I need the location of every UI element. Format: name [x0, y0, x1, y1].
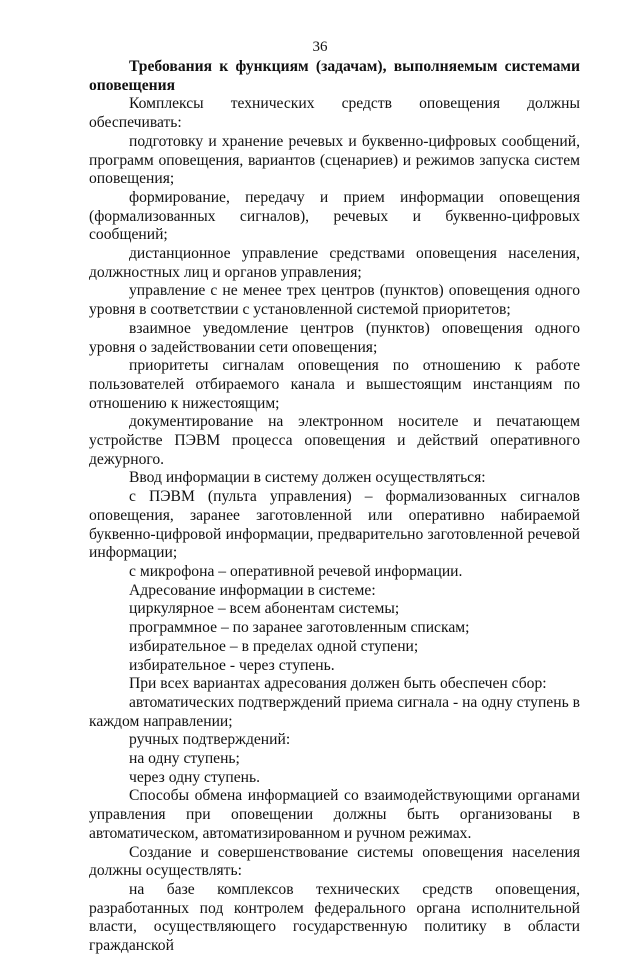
paragraph: Способы обмена информацией со взаимодействующими органами управления при оповещении должны быть организованы в автоматическом, автоматизированном и ручном режимах. [89, 787, 580, 842]
paragraph: дистанционное управление средствами оповещения населения, должностных лиц и органов управления; [89, 245, 580, 281]
paragraph: ручных подтверждений: [129, 731, 291, 749]
paragraph: формирование, передачу и прием информации оповещения (формализованных сигналов), речевых и буквенно-цифровых сообщений; [89, 188, 580, 244]
paragraph: с микрофона – оперативной речевой информации. [129, 562, 463, 580]
paragraph: избирательное - через ступень. [129, 656, 335, 674]
paragraph: циркулярное – всем абонентам системы; [129, 600, 400, 618]
page-content [89, 58, 580, 956]
paragraph: Комплексы технических средств оповещения должны обеспечивать: [89, 95, 580, 132]
paragraph: взаимное уведомление центров (пунктов) оповещения одного уровня о задействовании сети оповещения; [89, 319, 580, 356]
paragraph: на базе комплексов технических средств оповещения, разработанных под контролем федерального органа исполнительной власти, осуществляющего государственную политику в области гражданской [89, 880, 580, 955]
paragraph: Адресование информации в системе: [129, 581, 376, 599]
page-number: 36 [312, 39, 328, 55]
paragraph: автоматических подтверждений приема сигнала - на одну ступень в каждом направлении; [89, 693, 580, 730]
paragraph: избирательное – в пределах одной ступени; [129, 637, 419, 655]
paragraph: с ПЭВМ (пульта управления) – формализованных сигналов оповещения, заранее заготовленной или оперативно набираемой буквенно-цифровой информации, предварительно заготовленной речевой информации; [89, 488, 580, 562]
paragraph: документирование на электронном носителе и печатающем устройстве ПЭВМ процесса оповещения и действий оперативного дежурного. [89, 413, 580, 468]
paragraph: программное – по заранее заготовленным спискам; [129, 619, 470, 637]
paragraph: Создание и совершенствование системы оповещения населения должны осуществлять: [89, 843, 580, 880]
paragraph: через одну ступень. [129, 768, 261, 786]
section-heading: Требования к функциям (задачам), выполняемым системами оповещения [89, 58, 580, 94]
paragraph: При всех вариантах адресования должен быть обеспечен сбор: [129, 675, 547, 693]
paragraph: управление с не менее трех центров (пунктов) оповещения одного уровня в соответствии с установленной системой приоритетов; [89, 282, 580, 319]
paragraph: Ввод информации в систему должен осуществляться: [129, 469, 486, 487]
paragraph: приоритеты сигналам оповещения по отношению к работе пользователей отбираемого канала и вышестоящим инстанциям по отношению к нижестоящим; [89, 357, 580, 412]
paragraph: на одну ступень; [129, 750, 240, 768]
paragraph: подготовку и хранение речевых и буквенно-цифровых сообщений, программ оповещения, вариантов (сценариев) и режимов запуска систем оповещения; [89, 132, 580, 188]
